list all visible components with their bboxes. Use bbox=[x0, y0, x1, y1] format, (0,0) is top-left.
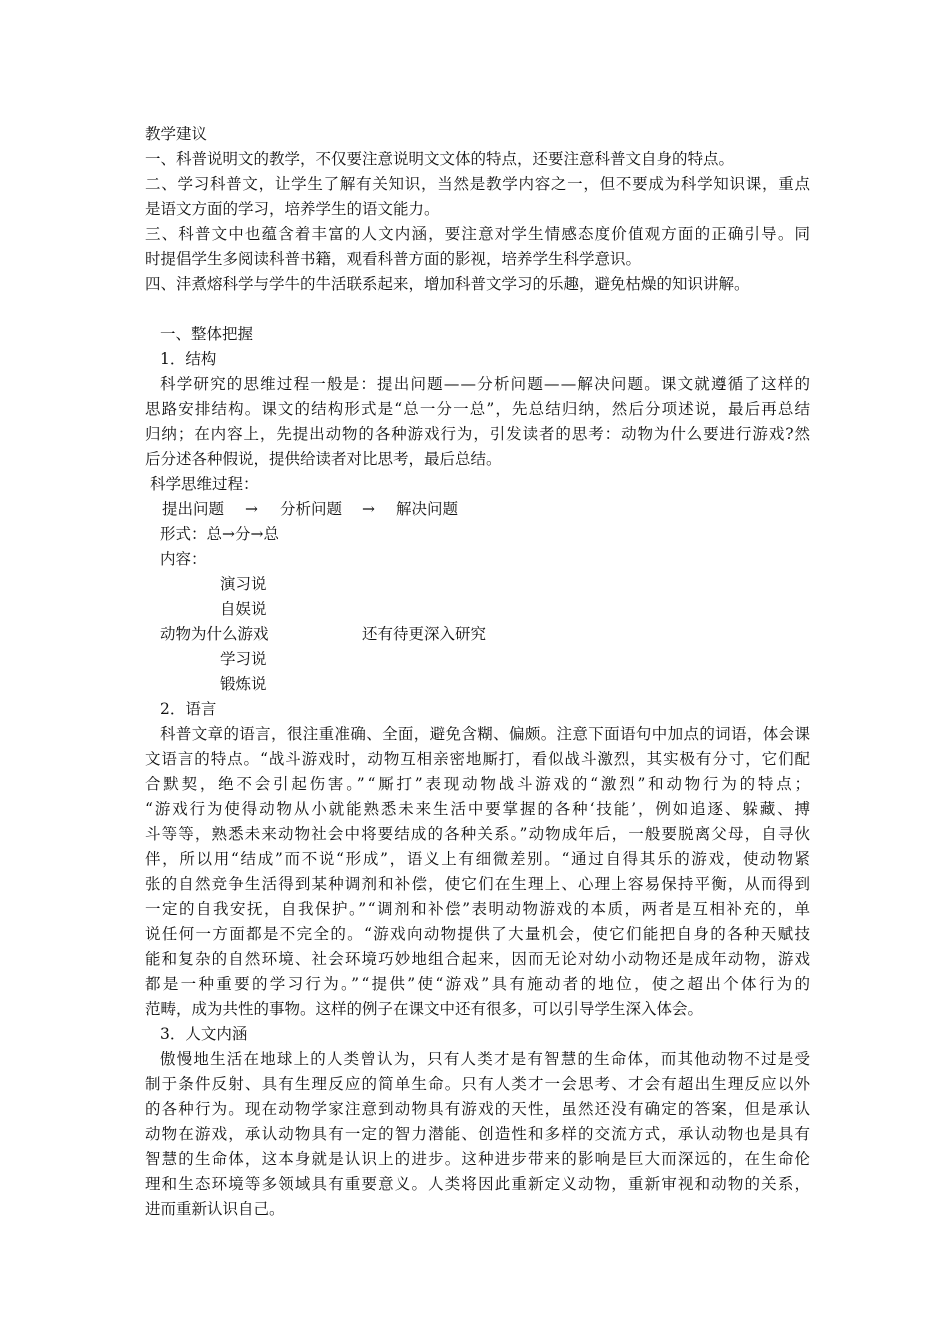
content-question: 动物为什么游戏 bbox=[160, 625, 269, 643]
advice-item-3-line-1: 三、科普文中也蕴含着丰富的人文内涵，要注意对学生情感态度价值观方面的正确引导。同 bbox=[145, 225, 812, 243]
hypothesis-item: 学习说 bbox=[220, 650, 267, 668]
flow-arrow-icon: → bbox=[362, 500, 375, 518]
advice-title: 教学建议 bbox=[145, 125, 208, 143]
language-paragraph-line: 说任何一方面都是不完全的。“游戏向动物提供了大量机会，使它们能把自身的各种天赋技 bbox=[145, 925, 812, 943]
language-paragraph-line: 文语言的特点。“战斗游戏时，动物互相亲密地厮打，看似战斗激烈，其实极有分寸，它们配 bbox=[145, 750, 811, 768]
advice-item-2-line-2: 是语文方面的学习，培养学生的语文能力。 bbox=[145, 200, 440, 218]
hypothesis-item: 自娱说 bbox=[220, 600, 267, 618]
content-conclusion: 还有待更深入研究 bbox=[362, 625, 487, 643]
advice-item-1: 一、科普说明文的教学，不仅要注意说明文文体的特点，还要注意科普文自身的特点。 bbox=[145, 150, 735, 168]
humanities-paragraph-line: 制于条件反射、具有生理反应的简单生命。只有人类才一会思考、才会有超出生理反应以外 bbox=[145, 1075, 812, 1093]
language-paragraph-line: 范畴，成为共性的事物。这样的例子在课文中还有很多，可以引导学生深入体会。 bbox=[145, 1000, 704, 1018]
hypothesis-item: 演习说 bbox=[220, 575, 267, 593]
language-paragraph-line: 科普文章的语言，很注重准确、全面，避免含糊、偏颇。注意下面语句中加点的词语，体会课 bbox=[160, 725, 811, 743]
humanities-paragraph-line: 的各种行为。现在动物学家注意到动物具有游戏的天性，虽然还没有确定的答案，但是承认 bbox=[145, 1100, 812, 1118]
language-heading: 2．语言 bbox=[160, 700, 217, 718]
advice-item-2-line-1: 二、学习科普文，让学生了解有关知识，当然是教学内容之一，但不要成为科学知识课，重点 bbox=[145, 175, 811, 193]
flow-step-solve-question: 解决问题 bbox=[396, 500, 459, 518]
flow-step-pose-question: 提出问题 bbox=[162, 500, 225, 518]
language-paragraph-line: 能和复杂的自然环境、社会环境巧妙地组合起来，因而无论对幼小动物还是成年动物，游戏 bbox=[145, 950, 812, 968]
form-line: 形式：总→分→总 bbox=[160, 525, 279, 543]
language-paragraph-line: 一定的自我安抚，自我保护。”“调剂和补偿”表明动物游戏的本质，两者是互相补充的，单 bbox=[145, 900, 812, 918]
flow-step-analyze-question: 分析问题 bbox=[280, 500, 343, 518]
advice-item-4: 四、沣煮熔科学与学牛的牛活联系起来，增加科普文学习的乐趣，避免枯燥的知识讲解。 bbox=[145, 275, 750, 293]
humanities-paragraph-line: 智慧的生命体，这本身就是认识上的进步。这种进步带来的影响是巨大而深远的，在生命伦 bbox=[145, 1150, 812, 1168]
language-paragraph-line: 伴，所以用“结成”而不说“形成”，语义上有细微差别。“通过自得其乐的游戏，使动物紧 bbox=[145, 850, 812, 868]
humanities-paragraph-line: 理和生态环境等多领域具有重要意义。人类将因此重新定义动物，重新审视和动物的关系， bbox=[145, 1175, 812, 1193]
content-label: 内容： bbox=[160, 550, 207, 568]
hypothesis-item: 锻炼说 bbox=[220, 675, 267, 693]
language-paragraph-line: 都是一种重要的学习行为。”“提供”使“游戏”具有施动者的地位，使之超出个体行为的 bbox=[145, 975, 813, 993]
language-paragraph-line: 合默契，绝不会引起伤害。”“厮打”表现动物战斗游戏的“激烈”和动物行为的特点； bbox=[145, 775, 813, 793]
structure-heading: 1．结构 bbox=[160, 350, 217, 368]
language-paragraph-line: “游戏行为使得动物从小就能熟悉未来生活中要掌握的各种‘技能’，例如追逐、躲藏、搏 bbox=[145, 800, 812, 818]
structure-paragraph-line: 思路安排结构。课文的结构形式是“总一分一总”，先总结归纳，然后分项述说，最后再总结 bbox=[145, 400, 812, 418]
section-heading: 一、整体把握 bbox=[160, 325, 254, 343]
flow-arrow-icon: → bbox=[245, 500, 258, 518]
language-paragraph-line: 张的自然竞争生活得到某种调剂和补偿，使它们在生理上、心理上容易保持平衡，从而得到 bbox=[145, 875, 812, 893]
thinking-process-label: 科学思维过程： bbox=[150, 475, 259, 493]
advice-item-3-line-2: 时提倡学生多阅读科普书籍，观看科普方面的影视，培养学生科学意识。 bbox=[145, 250, 642, 268]
structure-paragraph-line: 归纳；在内容上，先提出动物的各种游戏行为，引发读者的思考：动物为什么要进行游戏?然 bbox=[145, 425, 811, 443]
humanities-paragraph-line: 动物在游戏，承认动物具有一定的智力潜能、创造性和多样的交流方式，承认动物也是具有 bbox=[145, 1125, 812, 1143]
humanities-paragraph-line: 傲慢地生活在地球上的人类曾认为，只有人类才是有智慧的生命体，而其他动物不过是受 bbox=[160, 1050, 812, 1068]
humanities-paragraph-line: 进而重新认识自己。 bbox=[145, 1200, 285, 1218]
language-paragraph-line: 斗等等，熟悉未来动物社会中将要结成的各种关系。”动物成年后，一般要脱离父母，自寻伙 bbox=[145, 825, 812, 843]
structure-paragraph-line: 科学研究的思维过程一般是：提出问题——分析问题——解决问题。课文就遵循了这样的 bbox=[160, 375, 812, 393]
humanities-heading: 3．人文内涵 bbox=[160, 1025, 248, 1043]
structure-paragraph-line: 后分述各种假说，提供给读者对比思考，最后总结。 bbox=[145, 450, 502, 468]
